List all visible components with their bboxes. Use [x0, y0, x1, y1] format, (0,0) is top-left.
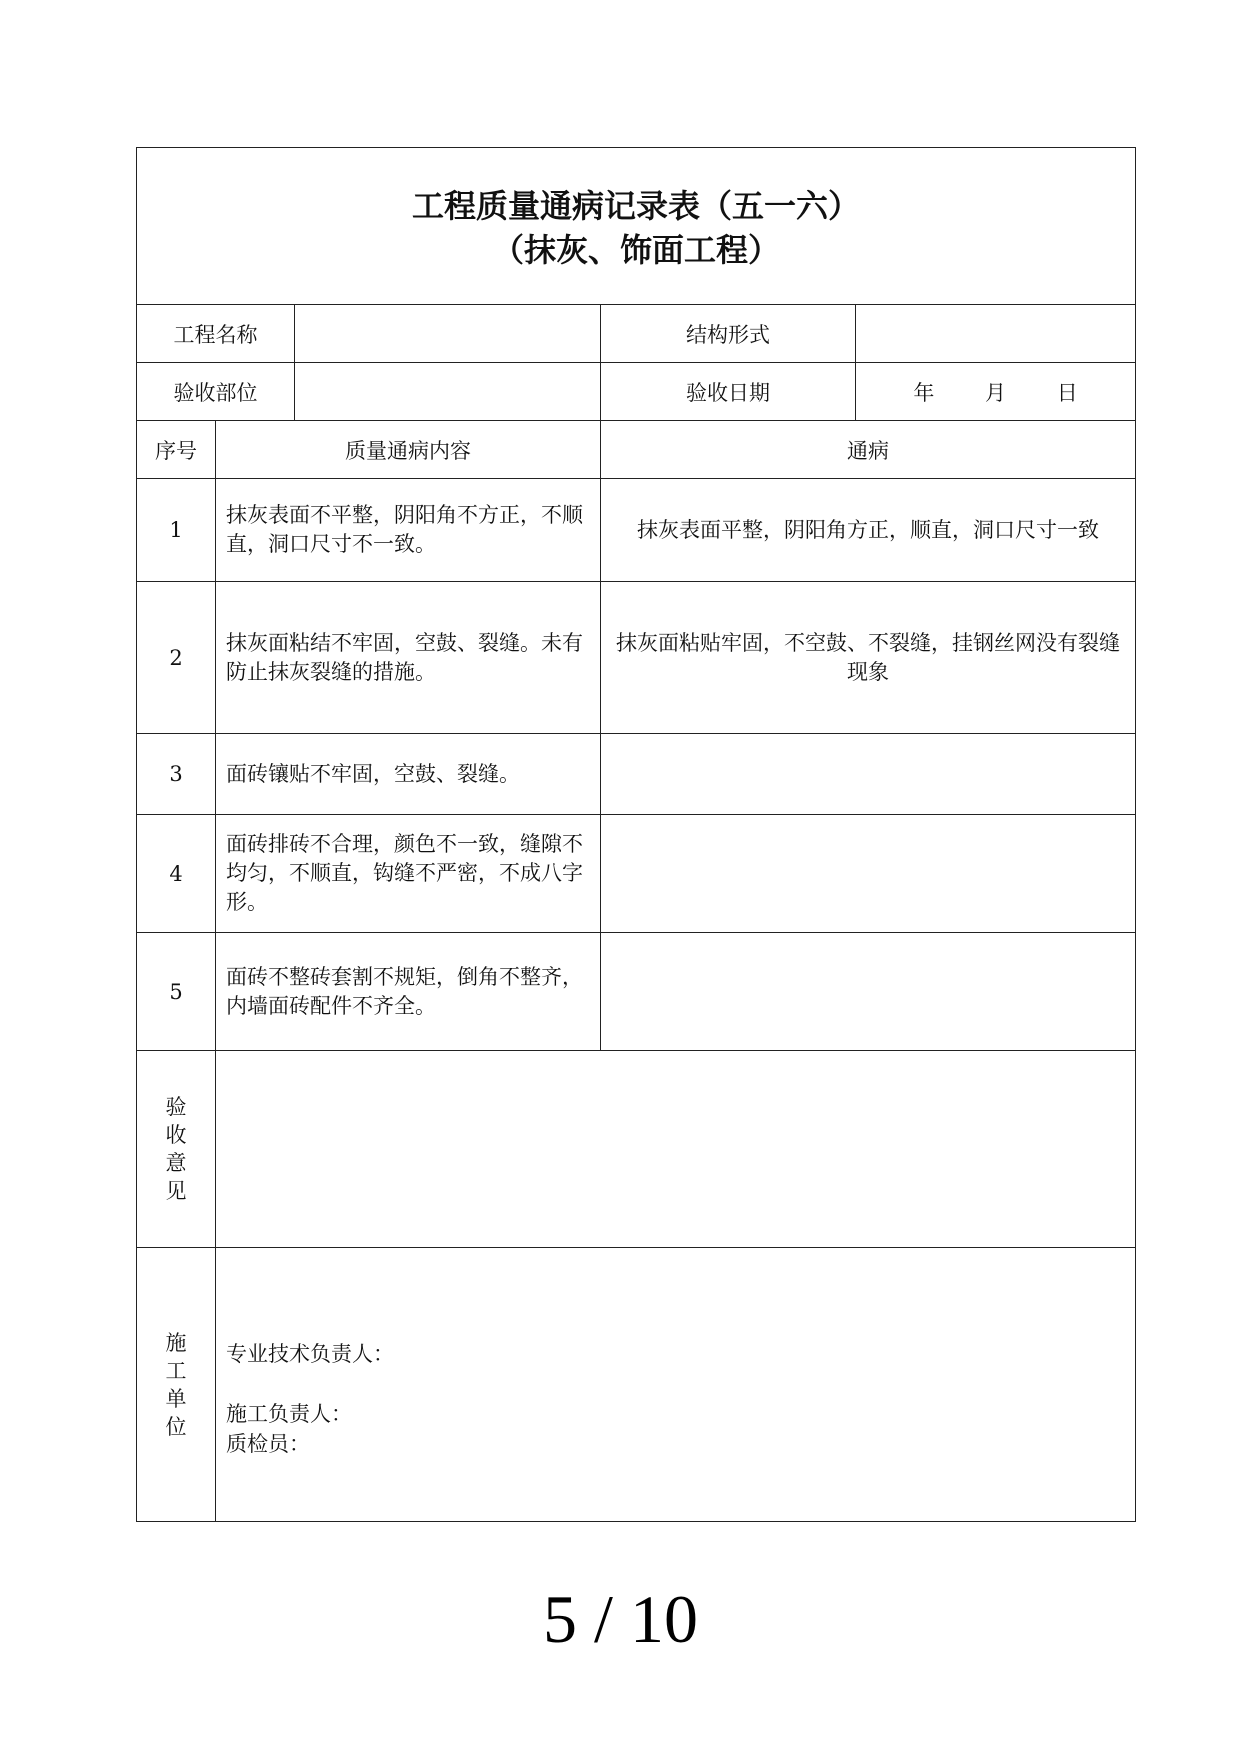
col-header-content: 质量通病内容: [216, 421, 601, 479]
row-content: 面砖排砖不合理，颜色不一致，缝隙不均匀，不顺直，钩缝不严密，不成八字形。: [216, 815, 601, 933]
form-subtitle: （抹灰、饰面工程）: [492, 231, 781, 269]
date-day: 日: [1056, 380, 1078, 405]
row-content: 抹灰表面不平整，阴阳角不方正，不顺直，洞口尺寸不一致。: [216, 479, 601, 582]
row-defect[interactable]: [601, 734, 1136, 815]
row-defect[interactable]: [601, 815, 1136, 933]
tech-lead-signature[interactable]: 专业技术负责人：: [226, 1341, 394, 1366]
project-name-field[interactable]: [295, 305, 601, 363]
inspection-part-field[interactable]: [295, 363, 601, 421]
table-row: [137, 933, 1136, 1051]
construction-unit-label: 施 工 单 位: [137, 1248, 216, 1522]
construction-signatures: [216, 1248, 1136, 1522]
structure-field[interactable]: [856, 305, 1136, 363]
table-row: [137, 734, 1136, 815]
project-name-label: 工程名称: [137, 305, 295, 363]
construction-lead-signature[interactable]: 施工负责人：: [226, 1401, 352, 1426]
table-row: [137, 815, 1136, 933]
row-seq: 4: [137, 815, 216, 933]
date-month: 月: [985, 380, 1007, 405]
acceptance-opinion-field[interactable]: [216, 1051, 1136, 1248]
row-defect[interactable]: 抹灰面粘贴牢固，不空鼓、不裂缝，挂钢丝网没有裂缝现象: [601, 582, 1136, 734]
form-title: 工程质量通病记录表（五一六）: [412, 187, 861, 225]
record-form: [136, 147, 1135, 1524]
row-defect[interactable]: 抹灰表面平整，阴阳角方正，顺直，洞口尺寸一致: [601, 479, 1136, 582]
col-header-defect: 通病: [601, 421, 1136, 479]
row-seq: 5: [137, 933, 216, 1051]
row-defect[interactable]: [601, 933, 1136, 1051]
row-seq: 1: [137, 479, 216, 582]
inspection-date-field[interactable]: [856, 363, 1136, 421]
record-table: [136, 147, 1136, 1522]
row-content: 面砖镶贴不牢固，空鼓、裂缝。: [216, 734, 601, 815]
acceptance-label: 验 收 意 见: [137, 1051, 216, 1248]
inspector-signature[interactable]: 质检员：: [226, 1431, 310, 1456]
row-content: 面砖不整砖套割不规矩，倒角不整齐，内墙面砖配件不齐全。: [216, 933, 601, 1051]
date-year: 年: [913, 380, 935, 405]
inspection-date-label: 验收日期: [601, 363, 856, 421]
title-cell: [137, 148, 1136, 305]
inspection-part-label: 验收部位: [137, 363, 295, 421]
row-seq: 3: [137, 734, 216, 815]
row-seq: 2: [137, 582, 216, 734]
page-number: 5 / 10: [543, 1581, 698, 1657]
col-header-seq: 序号: [137, 421, 216, 479]
row-content: 抹灰面粘结不牢固，空鼓、裂缝。未有防止抹灰裂缝的措施。: [216, 582, 601, 734]
structure-label: 结构形式: [601, 305, 856, 363]
table-row: [137, 479, 1136, 582]
table-row: [137, 582, 1136, 734]
